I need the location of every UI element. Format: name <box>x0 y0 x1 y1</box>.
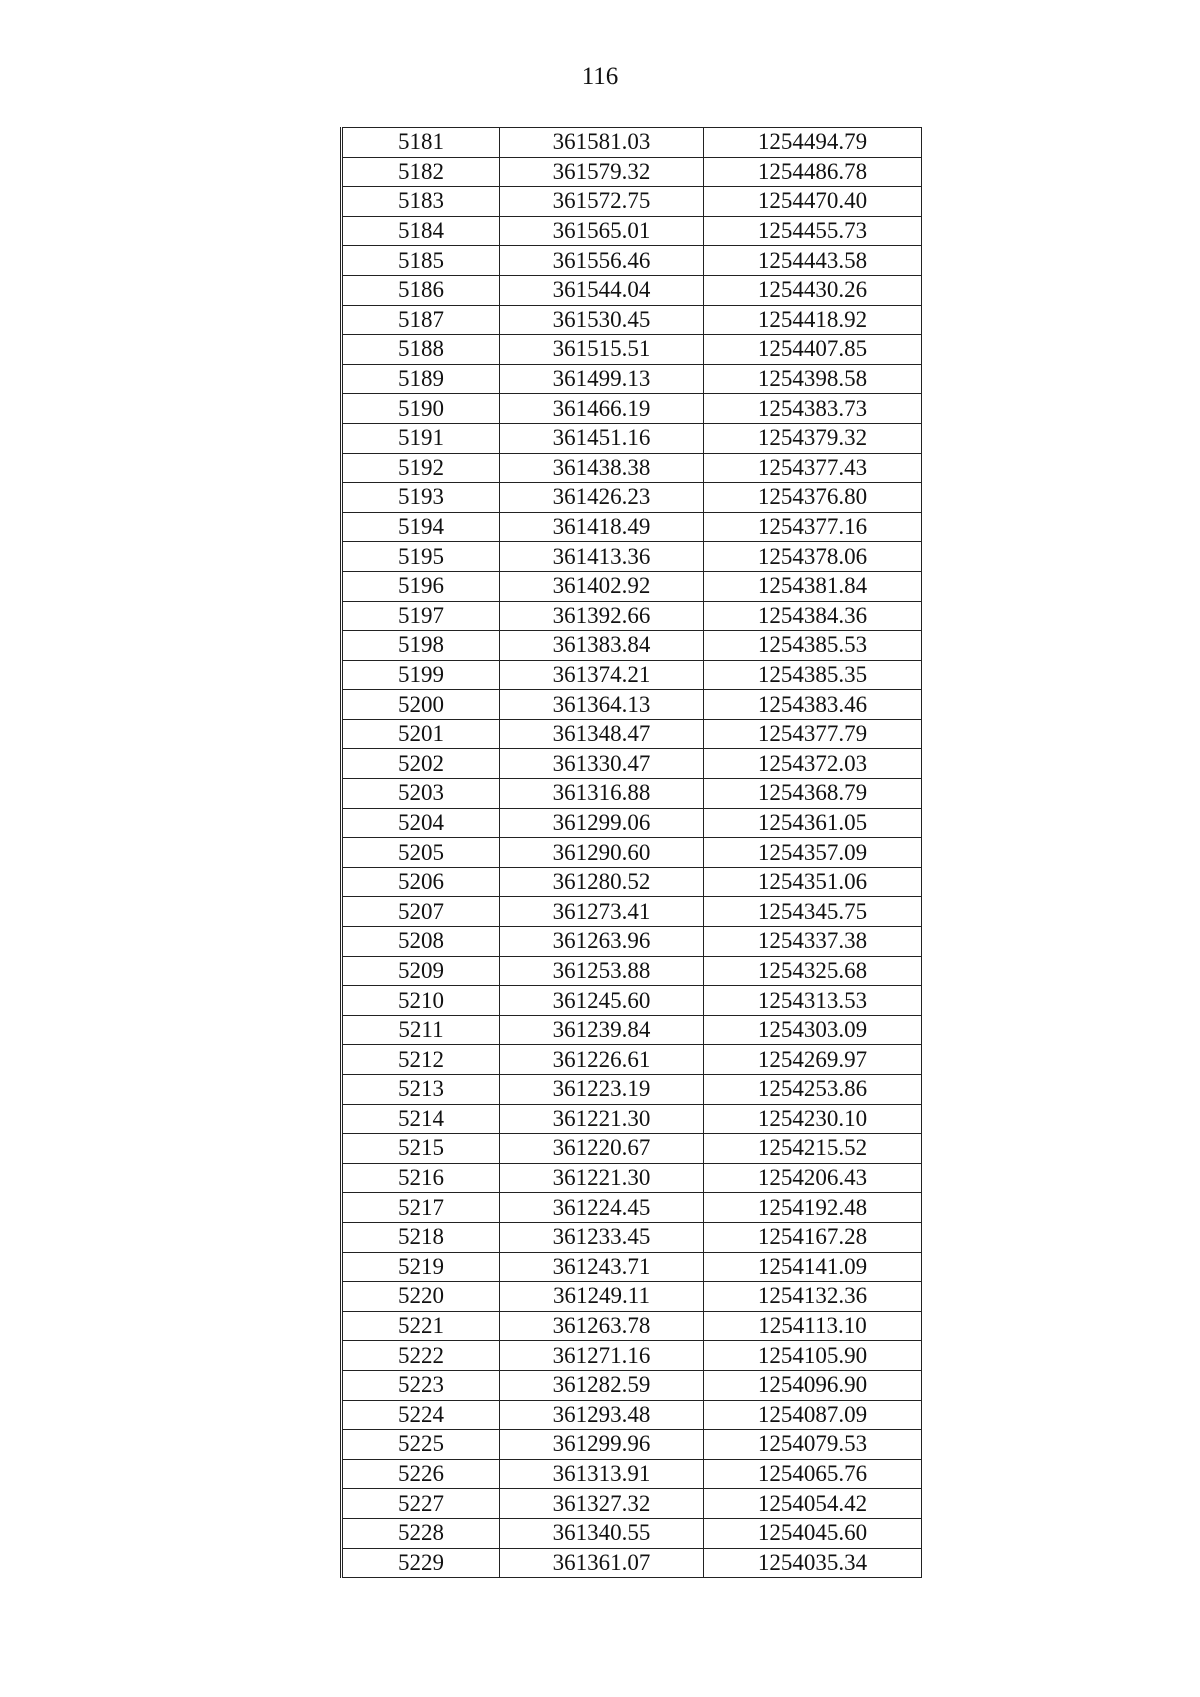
point-number-cell: 5201 <box>342 719 500 749</box>
y-coordinate-cell: 1254383.73 <box>704 394 922 424</box>
x-coordinate-cell: 361316.88 <box>500 779 704 809</box>
table-row <box>342 394 922 424</box>
table-row <box>342 187 922 217</box>
point-number-cell: 5223 <box>342 1370 500 1400</box>
table-row <box>342 660 922 690</box>
x-coordinate-cell: 361565.01 <box>500 216 704 246</box>
x-coordinate-cell: 361249.11 <box>500 1282 704 1312</box>
x-coordinate-cell: 361581.03 <box>500 128 704 158</box>
y-coordinate-cell: 1254385.35 <box>704 660 922 690</box>
y-coordinate-cell: 1254325.68 <box>704 956 922 986</box>
y-coordinate-cell: 1254368.79 <box>704 779 922 809</box>
table-row <box>342 1341 922 1371</box>
x-coordinate-cell: 361413.36 <box>500 542 704 572</box>
y-coordinate-cell: 1254269.97 <box>704 1045 922 1075</box>
table-row <box>342 1430 922 1460</box>
table-row <box>342 1489 922 1519</box>
y-coordinate-cell: 1254381.84 <box>704 571 922 601</box>
y-coordinate-cell: 1254430.26 <box>704 275 922 305</box>
x-coordinate-cell: 361293.48 <box>500 1400 704 1430</box>
table-row <box>342 453 922 483</box>
point-number-cell: 5208 <box>342 927 500 957</box>
table-row <box>342 246 922 276</box>
point-number-cell: 5182 <box>342 157 500 187</box>
table-row <box>342 749 922 779</box>
table-row <box>342 1045 922 1075</box>
table-row <box>342 808 922 838</box>
x-coordinate-cell: 361466.19 <box>500 394 704 424</box>
point-number-cell: 5186 <box>342 275 500 305</box>
table-row <box>342 483 922 513</box>
table-body <box>342 128 922 1578</box>
y-coordinate-cell: 1254079.53 <box>704 1430 922 1460</box>
point-number-cell: 5209 <box>342 956 500 986</box>
y-coordinate-cell: 1254206.43 <box>704 1163 922 1193</box>
y-coordinate-cell: 1254486.78 <box>704 157 922 187</box>
table-row <box>342 897 922 927</box>
x-coordinate-cell: 361271.16 <box>500 1341 704 1371</box>
point-number-cell: 5218 <box>342 1222 500 1252</box>
x-coordinate-cell: 361226.61 <box>500 1045 704 1075</box>
x-coordinate-cell: 361299.06 <box>500 808 704 838</box>
table-row <box>342 956 922 986</box>
y-coordinate-cell: 1254357.09 <box>704 838 922 868</box>
point-number-cell: 5226 <box>342 1459 500 1489</box>
point-number-cell: 5192 <box>342 453 500 483</box>
point-number-cell: 5188 <box>342 335 500 365</box>
point-number-cell: 5210 <box>342 986 500 1016</box>
y-coordinate-cell: 1254167.28 <box>704 1222 922 1252</box>
point-number-cell: 5227 <box>342 1489 500 1519</box>
point-number-cell: 5191 <box>342 423 500 453</box>
table-row <box>342 927 922 957</box>
point-number-cell: 5224 <box>342 1400 500 1430</box>
table-row <box>342 1015 922 1045</box>
table-row <box>342 1134 922 1164</box>
point-number-cell: 5225 <box>342 1430 500 1460</box>
point-number-cell: 5222 <box>342 1341 500 1371</box>
x-coordinate-cell: 361383.84 <box>500 631 704 661</box>
y-coordinate-cell: 1254105.90 <box>704 1341 922 1371</box>
x-coordinate-cell: 361263.78 <box>500 1311 704 1341</box>
table-row <box>342 1311 922 1341</box>
x-coordinate-cell: 361418.49 <box>500 512 704 542</box>
table-row <box>342 157 922 187</box>
y-coordinate-cell: 1254253.86 <box>704 1075 922 1105</box>
table-row <box>342 838 922 868</box>
y-coordinate-cell: 1254054.42 <box>704 1489 922 1519</box>
y-coordinate-cell: 1254351.06 <box>704 867 922 897</box>
point-number-cell: 5220 <box>342 1282 500 1312</box>
point-number-cell: 5205 <box>342 838 500 868</box>
table-row <box>342 1252 922 1282</box>
x-coordinate-cell: 361392.66 <box>500 601 704 631</box>
x-coordinate-cell: 361243.71 <box>500 1252 704 1282</box>
table-row <box>342 512 922 542</box>
point-number-cell: 5199 <box>342 660 500 690</box>
point-number-cell: 5195 <box>342 542 500 572</box>
table-row <box>342 1104 922 1134</box>
point-number-cell: 5219 <box>342 1252 500 1282</box>
x-coordinate-cell: 361223.19 <box>500 1075 704 1105</box>
table-row <box>342 335 922 365</box>
y-coordinate-cell: 1254377.43 <box>704 453 922 483</box>
x-coordinate-cell: 361224.45 <box>500 1193 704 1223</box>
y-coordinate-cell: 1254455.73 <box>704 216 922 246</box>
point-number-cell: 5211 <box>342 1015 500 1045</box>
x-coordinate-cell: 361290.60 <box>500 838 704 868</box>
table-row <box>342 1548 922 1578</box>
x-coordinate-cell: 361245.60 <box>500 986 704 1016</box>
point-number-cell: 5198 <box>342 631 500 661</box>
point-number-cell: 5217 <box>342 1193 500 1223</box>
x-coordinate-cell: 361299.96 <box>500 1430 704 1460</box>
table-row <box>342 1075 922 1105</box>
table-row <box>342 1370 922 1400</box>
y-coordinate-cell: 1254215.52 <box>704 1134 922 1164</box>
table-row <box>342 1222 922 1252</box>
point-number-cell: 5206 <box>342 867 500 897</box>
x-coordinate-cell: 361253.88 <box>500 956 704 986</box>
y-coordinate-cell: 1254303.09 <box>704 1015 922 1045</box>
y-coordinate-cell: 1254379.32 <box>704 423 922 453</box>
x-coordinate-cell: 361530.45 <box>500 305 704 335</box>
point-number-cell: 5221 <box>342 1311 500 1341</box>
point-number-cell: 5215 <box>342 1134 500 1164</box>
point-number-cell: 5213 <box>342 1075 500 1105</box>
x-coordinate-cell: 361515.51 <box>500 335 704 365</box>
x-coordinate-cell: 361499.13 <box>500 364 704 394</box>
point-number-cell: 5183 <box>342 187 500 217</box>
x-coordinate-cell: 361556.46 <box>500 246 704 276</box>
point-number-cell: 5204 <box>342 808 500 838</box>
y-coordinate-cell: 1254470.40 <box>704 187 922 217</box>
table-row <box>342 631 922 661</box>
x-coordinate-cell: 361313.91 <box>500 1459 704 1489</box>
point-number-cell: 5200 <box>342 690 500 720</box>
x-coordinate-cell: 361273.41 <box>500 897 704 927</box>
point-number-cell: 5187 <box>342 305 500 335</box>
y-coordinate-cell: 1254377.16 <box>704 512 922 542</box>
y-coordinate-cell: 1254443.58 <box>704 246 922 276</box>
x-coordinate-cell: 361348.47 <box>500 719 704 749</box>
table-row <box>342 1193 922 1223</box>
x-coordinate-cell: 361361.07 <box>500 1548 704 1578</box>
table-row <box>342 216 922 246</box>
table-row <box>342 986 922 1016</box>
y-coordinate-cell: 1254065.76 <box>704 1459 922 1489</box>
y-coordinate-cell: 1254494.79 <box>704 128 922 158</box>
table-row <box>342 1459 922 1489</box>
point-number-cell: 5196 <box>342 571 500 601</box>
y-coordinate-cell: 1254113.10 <box>704 1311 922 1341</box>
y-coordinate-cell: 1254096.90 <box>704 1370 922 1400</box>
x-coordinate-cell: 361402.92 <box>500 571 704 601</box>
x-coordinate-cell: 361280.52 <box>500 867 704 897</box>
y-coordinate-cell: 1254377.79 <box>704 719 922 749</box>
x-coordinate-cell: 361544.04 <box>500 275 704 305</box>
x-coordinate-cell: 361233.45 <box>500 1222 704 1252</box>
table-row <box>342 779 922 809</box>
table-row <box>342 690 922 720</box>
table-row <box>342 128 922 158</box>
point-number-cell: 5214 <box>342 1104 500 1134</box>
x-coordinate-cell: 361330.47 <box>500 749 704 779</box>
x-coordinate-cell: 361426.23 <box>500 483 704 513</box>
point-number-cell: 5184 <box>342 216 500 246</box>
table-row <box>342 542 922 572</box>
x-coordinate-cell: 361340.55 <box>500 1518 704 1548</box>
y-coordinate-cell: 1254398.58 <box>704 364 922 394</box>
table-row <box>342 601 922 631</box>
y-coordinate-cell: 1254384.36 <box>704 601 922 631</box>
table-row <box>342 423 922 453</box>
point-number-cell: 5193 <box>342 483 500 513</box>
x-coordinate-cell: 361572.75 <box>500 187 704 217</box>
y-coordinate-cell: 1254035.34 <box>704 1548 922 1578</box>
x-coordinate-cell: 361263.96 <box>500 927 704 957</box>
table-row <box>342 571 922 601</box>
point-number-cell: 5181 <box>342 128 500 158</box>
y-coordinate-cell: 1254372.03 <box>704 749 922 779</box>
y-coordinate-cell: 1254132.36 <box>704 1282 922 1312</box>
x-coordinate-cell: 361221.30 <box>500 1163 704 1193</box>
coordinate-table <box>340 127 922 1578</box>
y-coordinate-cell: 1254361.05 <box>704 808 922 838</box>
x-coordinate-cell: 361220.67 <box>500 1134 704 1164</box>
point-number-cell: 5216 <box>342 1163 500 1193</box>
y-coordinate-cell: 1254087.09 <box>704 1400 922 1430</box>
point-number-cell: 5229 <box>342 1548 500 1578</box>
y-coordinate-cell: 1254418.92 <box>704 305 922 335</box>
y-coordinate-cell: 1254407.85 <box>704 335 922 365</box>
y-coordinate-cell: 1254345.75 <box>704 897 922 927</box>
point-number-cell: 5207 <box>342 897 500 927</box>
table-row <box>342 1163 922 1193</box>
y-coordinate-cell: 1254383.46 <box>704 690 922 720</box>
table-row <box>342 867 922 897</box>
y-coordinate-cell: 1254045.60 <box>704 1518 922 1548</box>
x-coordinate-cell: 361438.38 <box>500 453 704 483</box>
x-coordinate-cell: 361282.59 <box>500 1370 704 1400</box>
y-coordinate-cell: 1254192.48 <box>704 1193 922 1223</box>
y-coordinate-cell: 1254313.53 <box>704 986 922 1016</box>
table-row <box>342 1518 922 1548</box>
y-coordinate-cell: 1254376.80 <box>704 483 922 513</box>
point-number-cell: 5185 <box>342 246 500 276</box>
point-number-cell: 5197 <box>342 601 500 631</box>
x-coordinate-cell: 361239.84 <box>500 1015 704 1045</box>
table-row <box>342 364 922 394</box>
x-coordinate-cell: 361221.30 <box>500 1104 704 1134</box>
table-row <box>342 1400 922 1430</box>
point-number-cell: 5190 <box>342 394 500 424</box>
page-number: 116 <box>581 63 619 90</box>
table-row <box>342 275 922 305</box>
table-row <box>342 305 922 335</box>
y-coordinate-cell: 1254337.38 <box>704 927 922 957</box>
x-coordinate-cell: 361327.32 <box>500 1489 704 1519</box>
point-number-cell: 5189 <box>342 364 500 394</box>
point-number-cell: 5212 <box>342 1045 500 1075</box>
x-coordinate-cell: 361579.32 <box>500 157 704 187</box>
table-row <box>342 719 922 749</box>
y-coordinate-cell: 1254141.09 <box>704 1252 922 1282</box>
point-number-cell: 5228 <box>342 1518 500 1548</box>
table-row <box>342 1282 922 1312</box>
y-coordinate-cell: 1254230.10 <box>704 1104 922 1134</box>
x-coordinate-cell: 361451.16 <box>500 423 704 453</box>
point-number-cell: 5194 <box>342 512 500 542</box>
y-coordinate-cell: 1254378.06 <box>704 542 922 572</box>
x-coordinate-cell: 361364.13 <box>500 690 704 720</box>
x-coordinate-cell: 361374.21 <box>500 660 704 690</box>
point-number-cell: 5202 <box>342 749 500 779</box>
y-coordinate-cell: 1254385.53 <box>704 631 922 661</box>
point-number-cell: 5203 <box>342 779 500 809</box>
